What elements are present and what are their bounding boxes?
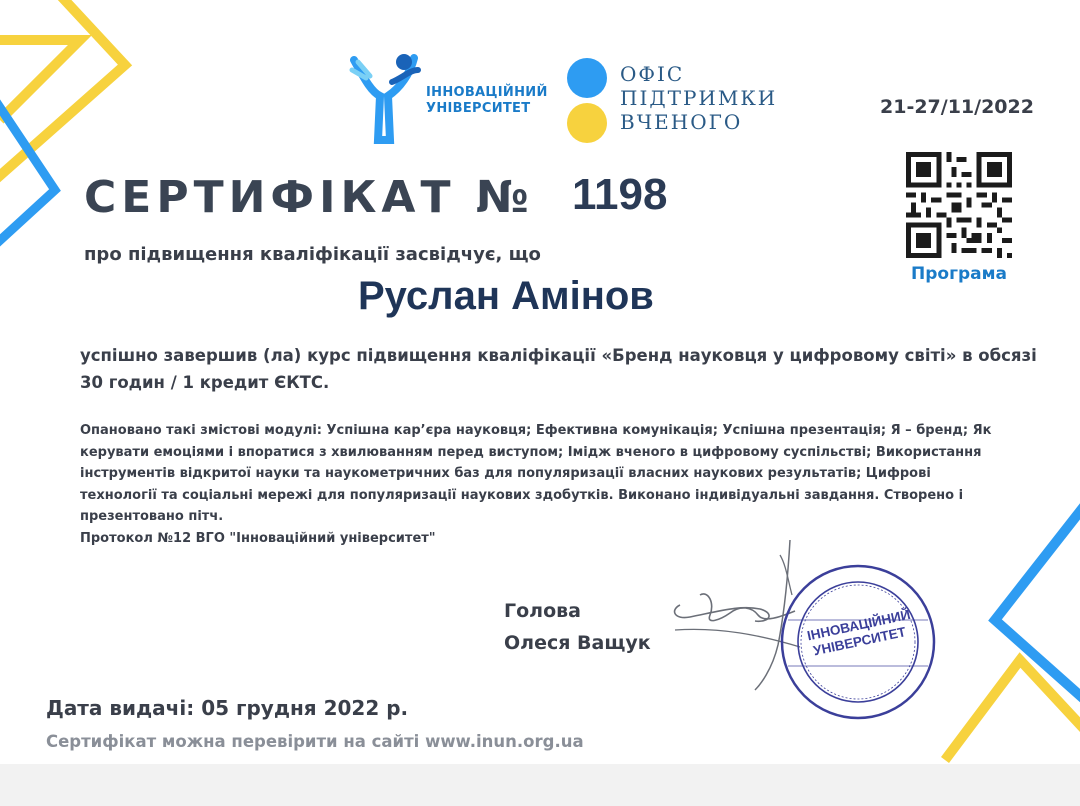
qr-program-label: Програма <box>911 264 1007 284</box>
yellow-dot-icon <box>567 103 607 143</box>
verification-note: Сертифікат можна перевірити на сайті www.inun.org.ua <box>46 732 584 751</box>
signatory-role: Голова <box>504 600 581 622</box>
qr-code-icon[interactable] <box>906 152 1012 258</box>
office-logo <box>565 58 795 144</box>
university-logo <box>348 52 548 144</box>
stamp-center-text: ІННОВАЦІЙНИЙ УНІВЕРСИТЕТ <box>805 606 912 659</box>
issue-date: Дата видачі: 05 грудня 2022 р. <box>46 696 409 720</box>
course-dates: 21-27/11/2022 <box>880 96 1034 118</box>
signatory-name: Олеся Ващук <box>504 632 651 654</box>
university-logo-text: ІННОВАЦІЙНИЙ УНІВЕРСИТЕТ <box>426 85 548 116</box>
university-emblem-icon <box>348 52 428 144</box>
modules-description: Опановано такі змістові модулі: Успішна кар’єра науковця; Ефективна комунікація; Успішна презентація; Я – бренд; Як керувати емоціями і впоратися з хвилюванням перед виступом; Імідж вченого в цифровому суспільстві; Використання інструментів відкритої науки та наукометричних баз для популяризації власних наукових результатів; Цифрові технології та соціальні мережі для популяризації наукових здобутків. Виконано індивідуальні завдання. Створено і презентовано пітч. Протокол №12 ВГО "Інноваційний університет" <box>80 423 992 546</box>
certificate-title: СЕРТИФІКАТ № <box>84 172 534 223</box>
course-description: успішно завершив (ла) курс підвищення кваліфікації «Бренд науковця у цифровому світі» в обсязі 30 годин / 1 кредит ЄКТС. <box>80 346 1037 392</box>
bottom-strip <box>0 764 1080 806</box>
certificate-intro: про підвищення кваліфікації засвідчує, що <box>84 244 541 265</box>
certificate-number: 1198 <box>572 170 668 219</box>
office-logo-text: ОФІС ПІДТРИМКИ ВЧЕНОГО <box>620 62 778 134</box>
blue-dot-icon <box>567 58 607 98</box>
recipient-name: Руслан Амінов <box>358 274 654 318</box>
